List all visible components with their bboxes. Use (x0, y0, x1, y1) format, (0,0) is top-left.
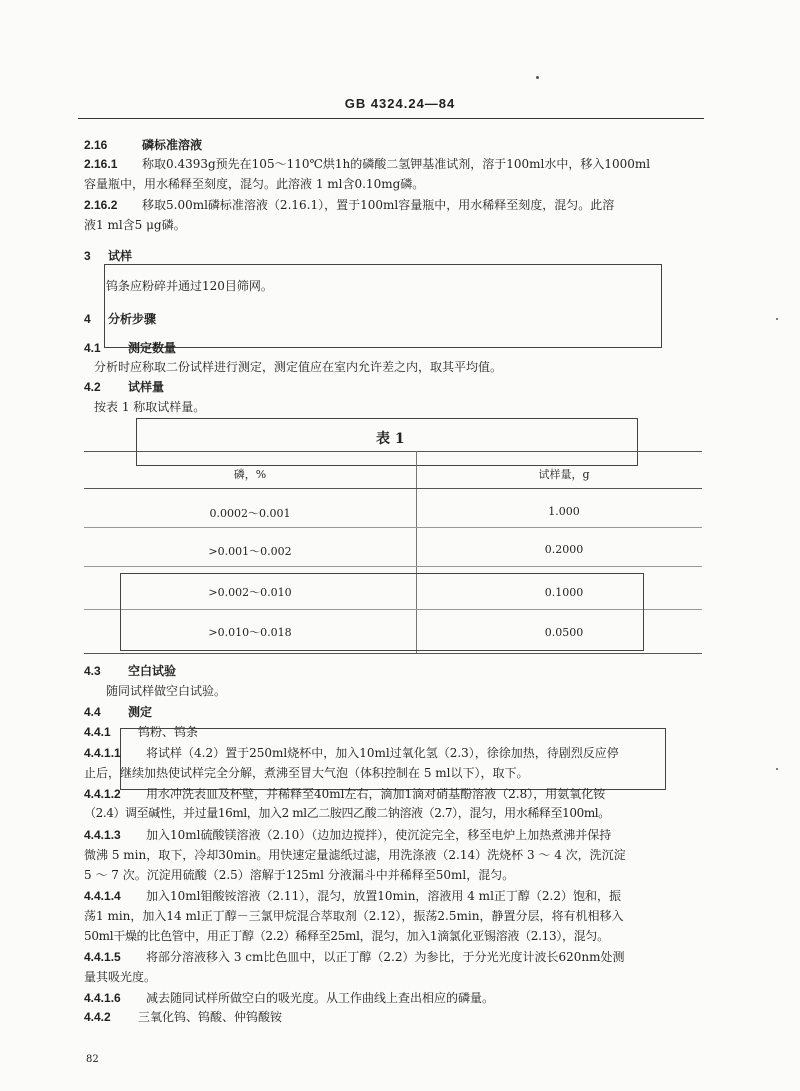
clause-number: 4.4.1.5 (84, 950, 121, 964)
clause-number: 2.16.1 (84, 157, 118, 171)
clause-text: 将试样（4.2）置于250ml烧杯中，加入10ml过氧化氢（2.3），徐徐加热，待剧烈反应停 (146, 746, 619, 760)
section-title: 测定 (128, 705, 153, 719)
table-cell: 0.2000 (544, 543, 584, 556)
section-number: 2.16 (84, 138, 108, 152)
overlay-frame (120, 573, 644, 651)
clause-number: 4.4.1.6 (84, 991, 121, 1005)
section-4-3 (84, 662, 702, 680)
clause-text: 称取0.4393g预先在105～110℃烘1h的磷酸二氢钾基准试剂，溶于100ml水中，移入1000ml (142, 157, 651, 171)
paragraph-4-4-1-1 (84, 744, 702, 762)
paragraph-line: 按表 1 称取试样量。 (94, 400, 206, 414)
page-header-code: GB 4324.24—84 (344, 96, 456, 111)
table-top-rule (84, 451, 702, 452)
section-4-1 (84, 339, 702, 357)
section-title: 钨粉、钨条 (138, 725, 199, 739)
scan-speck (536, 76, 539, 79)
table-cell: 0.0500 (544, 626, 584, 639)
clause-text: 将部分溶液移入 3 cm比色皿中，以正丁醇（2.2）为参比，于分光光度计波长620nm处测 (146, 950, 625, 964)
table-cell: 0.1000 (544, 586, 584, 599)
clause-text: 减去随同试样所做空白的吸光度。从工作曲线上查出相应的磷量。 (146, 991, 495, 1005)
table-header-rule (84, 488, 702, 489)
table-row-rule (84, 527, 702, 528)
paragraph-line: 分析时应称取二份试样进行测定，测定值应在室内允许差之内，取其平均值。 (94, 360, 503, 374)
section-4 (84, 310, 702, 328)
section-number: 4.4.1 (84, 725, 111, 739)
clause-number: 4.4.1.3 (84, 828, 121, 842)
paragraph-4-4-1-2 (84, 785, 702, 803)
paragraph-line: 5 ～ 7 次。沉淀用硫酸（2.5）溶解于125ml 分液漏斗中并稀释至50ml，混匀。 (84, 868, 515, 882)
section-2-16 (84, 136, 702, 154)
section-4-2 (84, 378, 702, 396)
paragraph-line: （2.4）调至碱性，并过量16ml，加入2 ml乙二胺四乙酸二钠溶液（2.7），混匀，用水稀释至100ml。 (84, 806, 610, 820)
header-rule (78, 118, 704, 119)
clause-text: 加入10ml硫酸镁溶液（2.10）（边加边搅拌），使沉淀完全，移至电炉上加热煮沸并保持 (146, 828, 612, 842)
paragraph-line: 液1 ml含5 μg磷。 (84, 218, 186, 232)
table-header-phosphorus: 磷，% (233, 468, 267, 481)
clause-number: 4.4.1.4 (84, 889, 121, 903)
section-3 (84, 247, 702, 265)
clause-text: 加入10ml钼酸铵溶液（2.11），混匀，放置10min，溶液用 4 ml正丁醇（2.2）饱和，振 (146, 889, 621, 903)
paragraph-4-4-1-6 (84, 989, 702, 1007)
table-cell: 0.0002～0.001 (209, 507, 291, 520)
section-number: 4.4.2 (84, 1010, 111, 1024)
clause-number: 2.16.2 (84, 198, 118, 212)
section-title: 分析步骤 (108, 312, 157, 326)
paragraph-4-4-1-5 (84, 948, 702, 966)
overlay-frame (104, 264, 662, 348)
table-bottom-rule (84, 653, 702, 654)
paragraph-line: 随同试样做空白试验。 (106, 684, 227, 698)
clause-number: 4.4.1.1 (84, 746, 121, 760)
scan-speck (776, 318, 778, 320)
paragraph-line: 钨条应粉碎并通过120目筛网。 (106, 279, 273, 293)
table-row-rule (84, 566, 702, 567)
paragraph-line: 容量瓶中，用水稀释至刻度，混匀。此溶液 1 ml含0.10mg磷。 (84, 177, 425, 191)
table-title: 表 1 (376, 431, 405, 447)
section-4-4 (84, 703, 702, 721)
paragraph-line: 止后，继续加热使试样完全分解，煮沸至冒大气泡（体积控制在 5 ml以下），取下。 (84, 766, 529, 780)
paragraph-line: 荡1 min，加入14 ml正丁醇－三氯甲烷混合萃取剂（2.12），振荡2.5min，静置分层，将有机相移入 (84, 909, 624, 923)
clause-text: 用水冲洗表皿及杯壁，并稀释至40ml左右，滴加1滴对硝基酚溶液（2.8），用氨氧化铵 (146, 787, 606, 801)
section-number: 4 (84, 312, 91, 326)
clause-number: 4.4.1.2 (84, 787, 121, 801)
section-number: 4.4 (84, 705, 101, 719)
paragraph-4-4-1-3 (84, 826, 702, 844)
section-title: 试样量 (128, 380, 165, 394)
table-cell: >0.002～0.010 (208, 586, 292, 599)
section-number: 4.3 (84, 664, 101, 678)
table-cell: >0.001～0.002 (208, 545, 292, 558)
section-title: 空白试验 (128, 664, 177, 678)
table-cell: 1.000 (548, 505, 580, 518)
section-number: 4.1 (84, 341, 101, 355)
section-title: 磷标准溶液 (142, 138, 203, 152)
section-title: 试样 (108, 249, 133, 263)
paragraph-line: 50ml干燥的比色管中，用正丁醇（2.2）稀释至25ml，混匀，加入1滴氯化亚锡溶液（2.13），混匀。 (84, 929, 609, 943)
paragraph-2-16-1 (84, 155, 702, 173)
clause-text: 移取5.00ml磷标准溶液（2.16.1），置于100ml容量瓶中，用水稀释至刻度，混匀。此溶 (142, 198, 615, 212)
section-title: 三氧化钨、钨酸、仲钨酸铵 (138, 1010, 283, 1024)
section-number: 3 (84, 249, 91, 263)
paragraph-2-16-2 (84, 196, 702, 214)
scan-speck (776, 768, 778, 770)
paragraph-line: 微沸 5 min，取下，冷却30min。用快速定量滤纸过滤，用洗涤液（2.14）洗烧杯 3 ～ 4 次，洗沉淀 (84, 848, 626, 862)
paragraph-4-4-1-4 (84, 887, 702, 905)
table-header-sample-mass: 试样量，g (538, 468, 590, 481)
table-cell: >0.010～0.018 (208, 626, 292, 639)
page-number: 82 (86, 1054, 99, 1065)
section-title: 测定数量 (128, 341, 177, 355)
section-number: 4.2 (84, 380, 101, 394)
section-4-4-2 (84, 1008, 702, 1026)
paragraph-line: 量其吸光度。 (84, 970, 157, 984)
